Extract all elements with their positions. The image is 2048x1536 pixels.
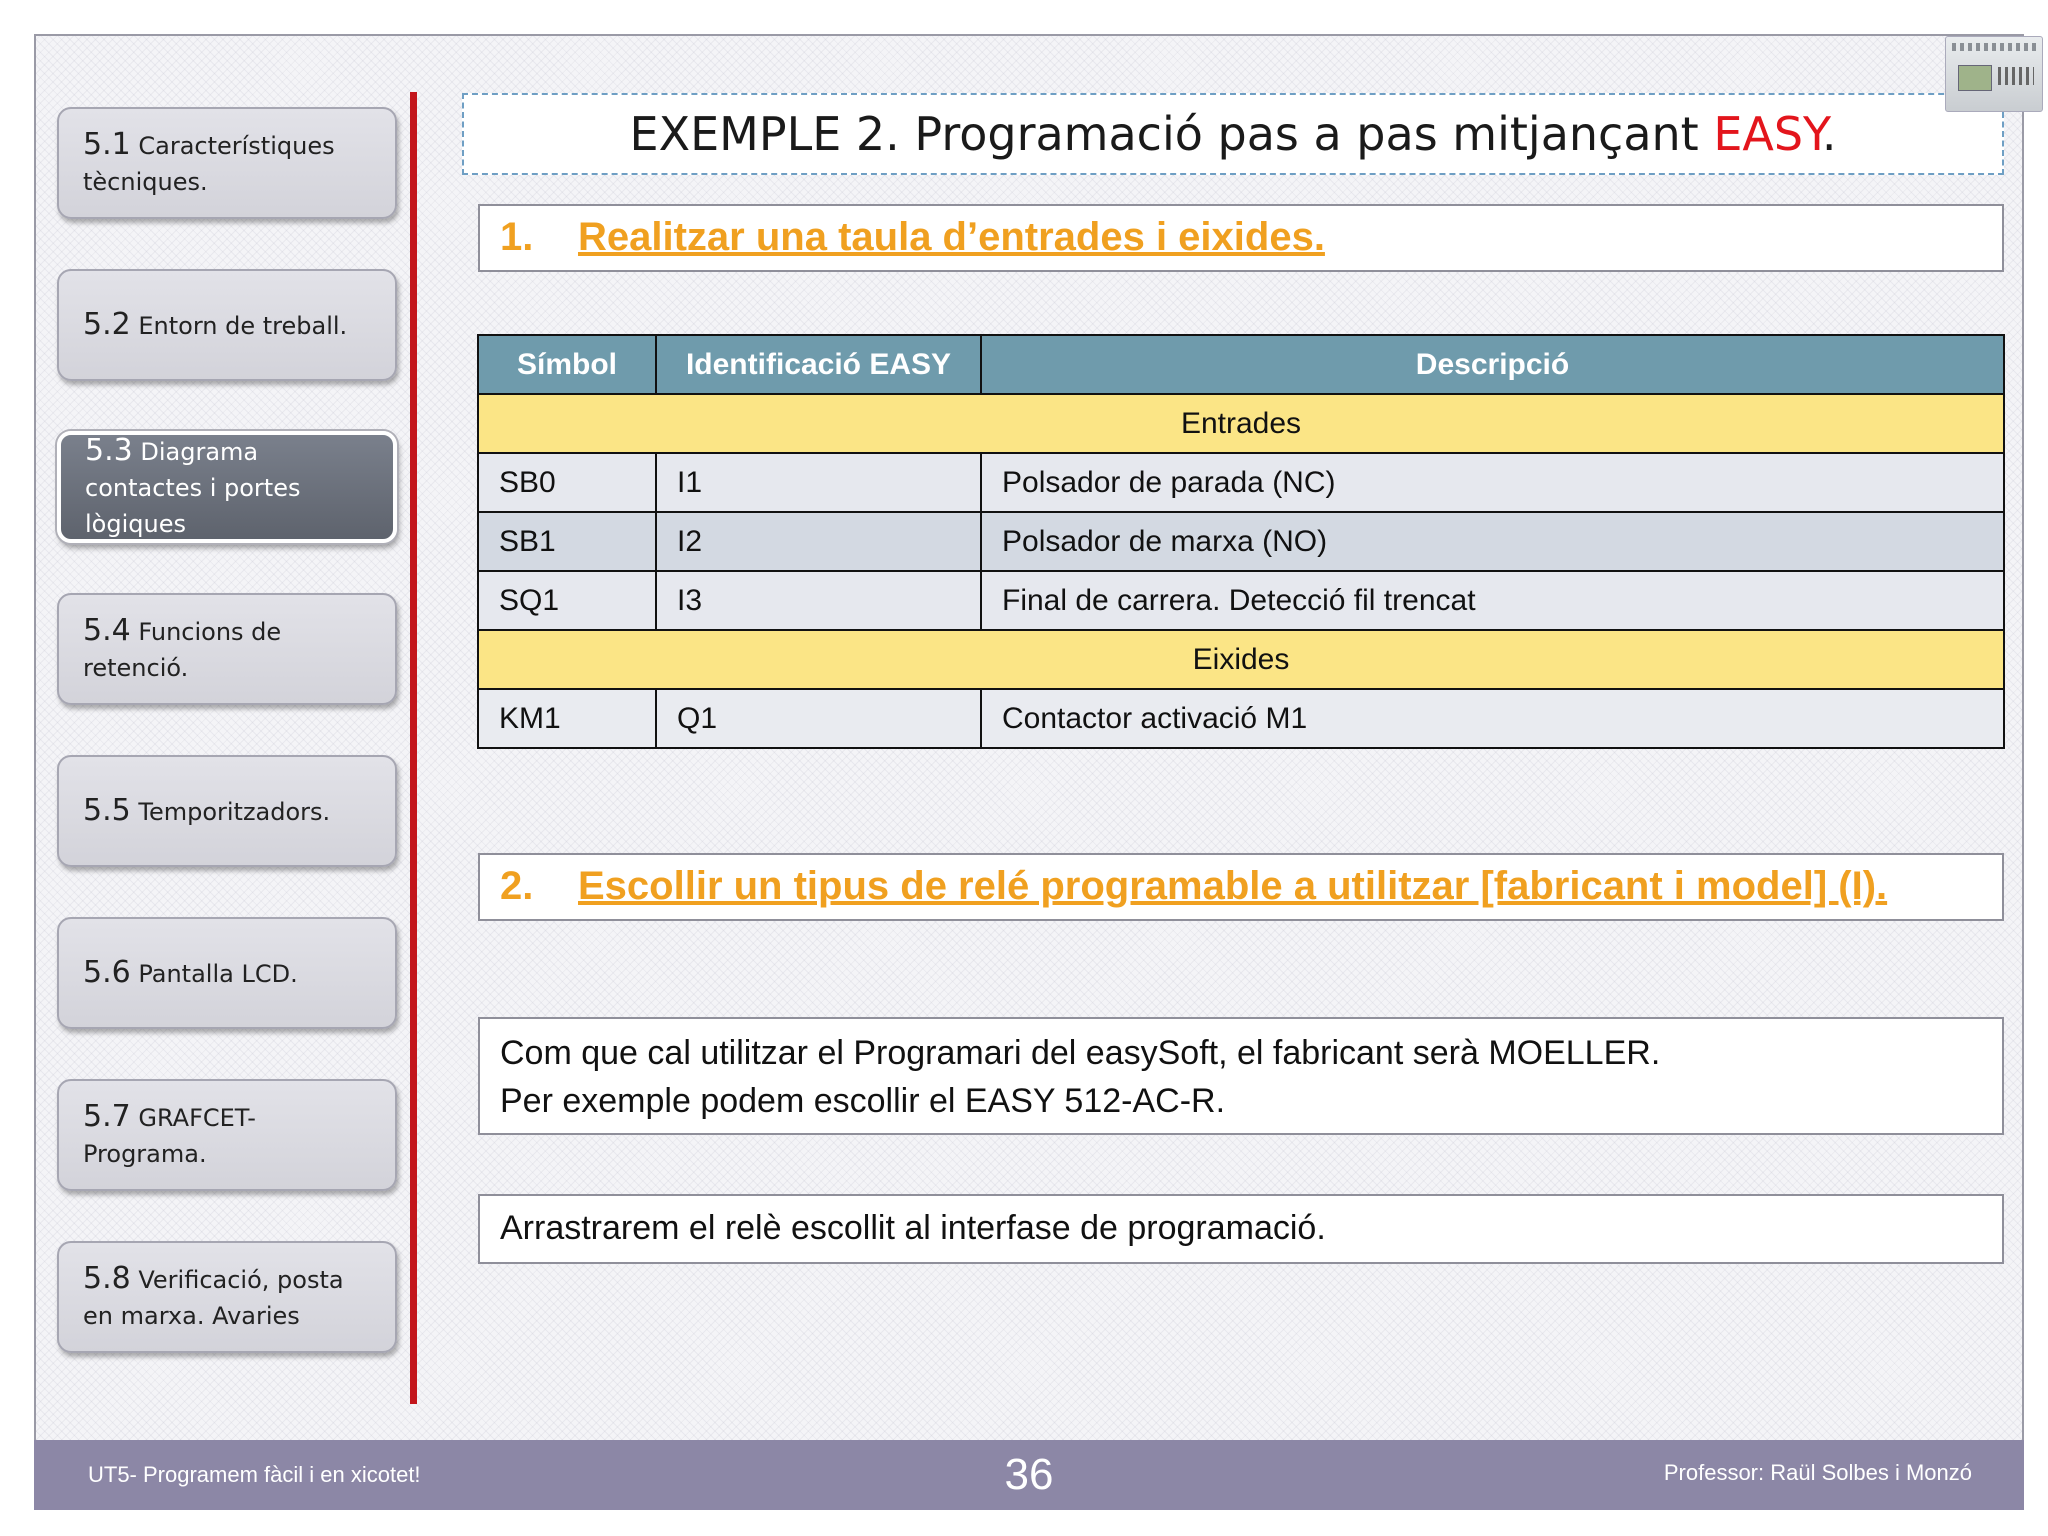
table-cell: Final de carrera. Detecció fil trencat xyxy=(981,571,2004,630)
table-cell: KM1 xyxy=(478,689,656,748)
step-link[interactable]: Escollir un tipus de relé programable a utilitzar [fabricant i model] (I). xyxy=(578,864,1888,908)
table-header-symbol: Símbol xyxy=(478,335,656,394)
page-number: 36 xyxy=(1004,1450,1054,1499)
note-line: Arrastrarem el relè escollit al interfase de programació. xyxy=(500,1209,1326,1247)
sidebar-item-5-5[interactable] xyxy=(57,755,397,867)
title-end: . xyxy=(1821,107,1837,161)
step-1-heading xyxy=(478,204,2004,272)
io-table xyxy=(477,334,2005,749)
sidebar-item-label: Verificació, posta en marxa. Avaries xyxy=(83,1265,344,1330)
table-row xyxy=(478,453,2004,512)
note-manufacturer xyxy=(478,1017,2004,1135)
sidebar-divider xyxy=(410,92,417,1404)
sidebar-item-number: 5.4 xyxy=(83,612,131,648)
table-cell: Polsador de marxa (NO) xyxy=(981,512,2004,571)
plc-device-icon xyxy=(1945,36,2043,112)
table-section-inputs: Entrades xyxy=(478,394,2004,453)
step-number: 2. xyxy=(500,864,534,908)
sidebar-item-5-1[interactable] xyxy=(57,107,397,219)
sidebar-item-number: 5.7 xyxy=(83,1098,131,1134)
sidebar-item-label: Característiques tècniques. xyxy=(83,131,335,196)
table-cell: I3 xyxy=(656,571,981,630)
table-row xyxy=(478,571,2004,630)
table-cell: Q1 xyxy=(656,689,981,748)
table-cell: SQ1 xyxy=(478,571,656,630)
sidebar-item-number: 5.1 xyxy=(83,126,131,162)
sidebar-item-5-3[interactable] xyxy=(57,431,397,543)
footer-course-title: UT5- Programem fàcil i en xicotet! xyxy=(88,1462,421,1487)
sidebar-item-label: Diagrama contactes i portes lògiques xyxy=(85,437,301,538)
sidebar-item-number: 5.5 xyxy=(83,792,131,828)
sidebar-item-5-6[interactable] xyxy=(57,917,397,1029)
step-2-heading xyxy=(478,853,2004,921)
title-accent: EASY xyxy=(1713,107,1822,161)
table-row xyxy=(478,512,2004,571)
page-title xyxy=(462,93,2004,175)
table-header-description: Descripció xyxy=(981,335,2004,394)
footer-bar xyxy=(34,1440,2024,1510)
note-line: Per exemple podem escollir el EASY 512-AC-R. xyxy=(500,1082,1226,1120)
table-cell: Contactor activació M1 xyxy=(981,689,2004,748)
table-section-outputs: Eixides xyxy=(478,630,2004,689)
sidebar-item-label: Funcions de retenció. xyxy=(83,617,282,682)
table-cell: SB0 xyxy=(478,453,656,512)
table-cell: Polsador de parada (NC) xyxy=(981,453,2004,512)
sidebar-item-label: Pantalla LCD. xyxy=(138,959,298,988)
note-drag xyxy=(478,1194,2004,1264)
sidebar-item-number: 5.2 xyxy=(83,306,131,342)
step-number: 1. xyxy=(500,215,534,259)
table-cell: I1 xyxy=(656,453,981,512)
sidebar-item-5-7[interactable] xyxy=(57,1079,397,1191)
table-row xyxy=(478,689,2004,748)
sidebar-item-5-2[interactable] xyxy=(57,269,397,381)
table-header-id: Identificació EASY xyxy=(656,335,981,394)
sidebar-item-5-4[interactable] xyxy=(57,593,397,705)
note-line: Com que cal utilitzar el Programari del easySoft, el fabricant serà MOELLER. xyxy=(500,1034,1661,1072)
title-text: EXEMPLE 2. Programació pas a pas mitjançant xyxy=(629,107,1714,161)
step-link[interactable]: Realitzar una taula d’entrades i eixides. xyxy=(578,215,1325,259)
sidebar-item-number: 5.3 xyxy=(85,432,133,468)
sidebar-item-number: 5.8 xyxy=(83,1260,131,1296)
sidebar-item-5-8[interactable] xyxy=(57,1241,397,1353)
table-cell: SB1 xyxy=(478,512,656,571)
sidebar-item-label: Temporitzadors. xyxy=(138,797,331,826)
footer-author: Professor: Raül Solbes i Monzó xyxy=(1663,1460,1972,1485)
sidebar-item-label: GRAFCET-Programa. xyxy=(83,1103,256,1168)
sidebar-item-label: Entorn de treball. xyxy=(138,311,348,340)
table-cell: I2 xyxy=(656,512,981,571)
sidebar-item-number: 5.6 xyxy=(83,954,131,990)
